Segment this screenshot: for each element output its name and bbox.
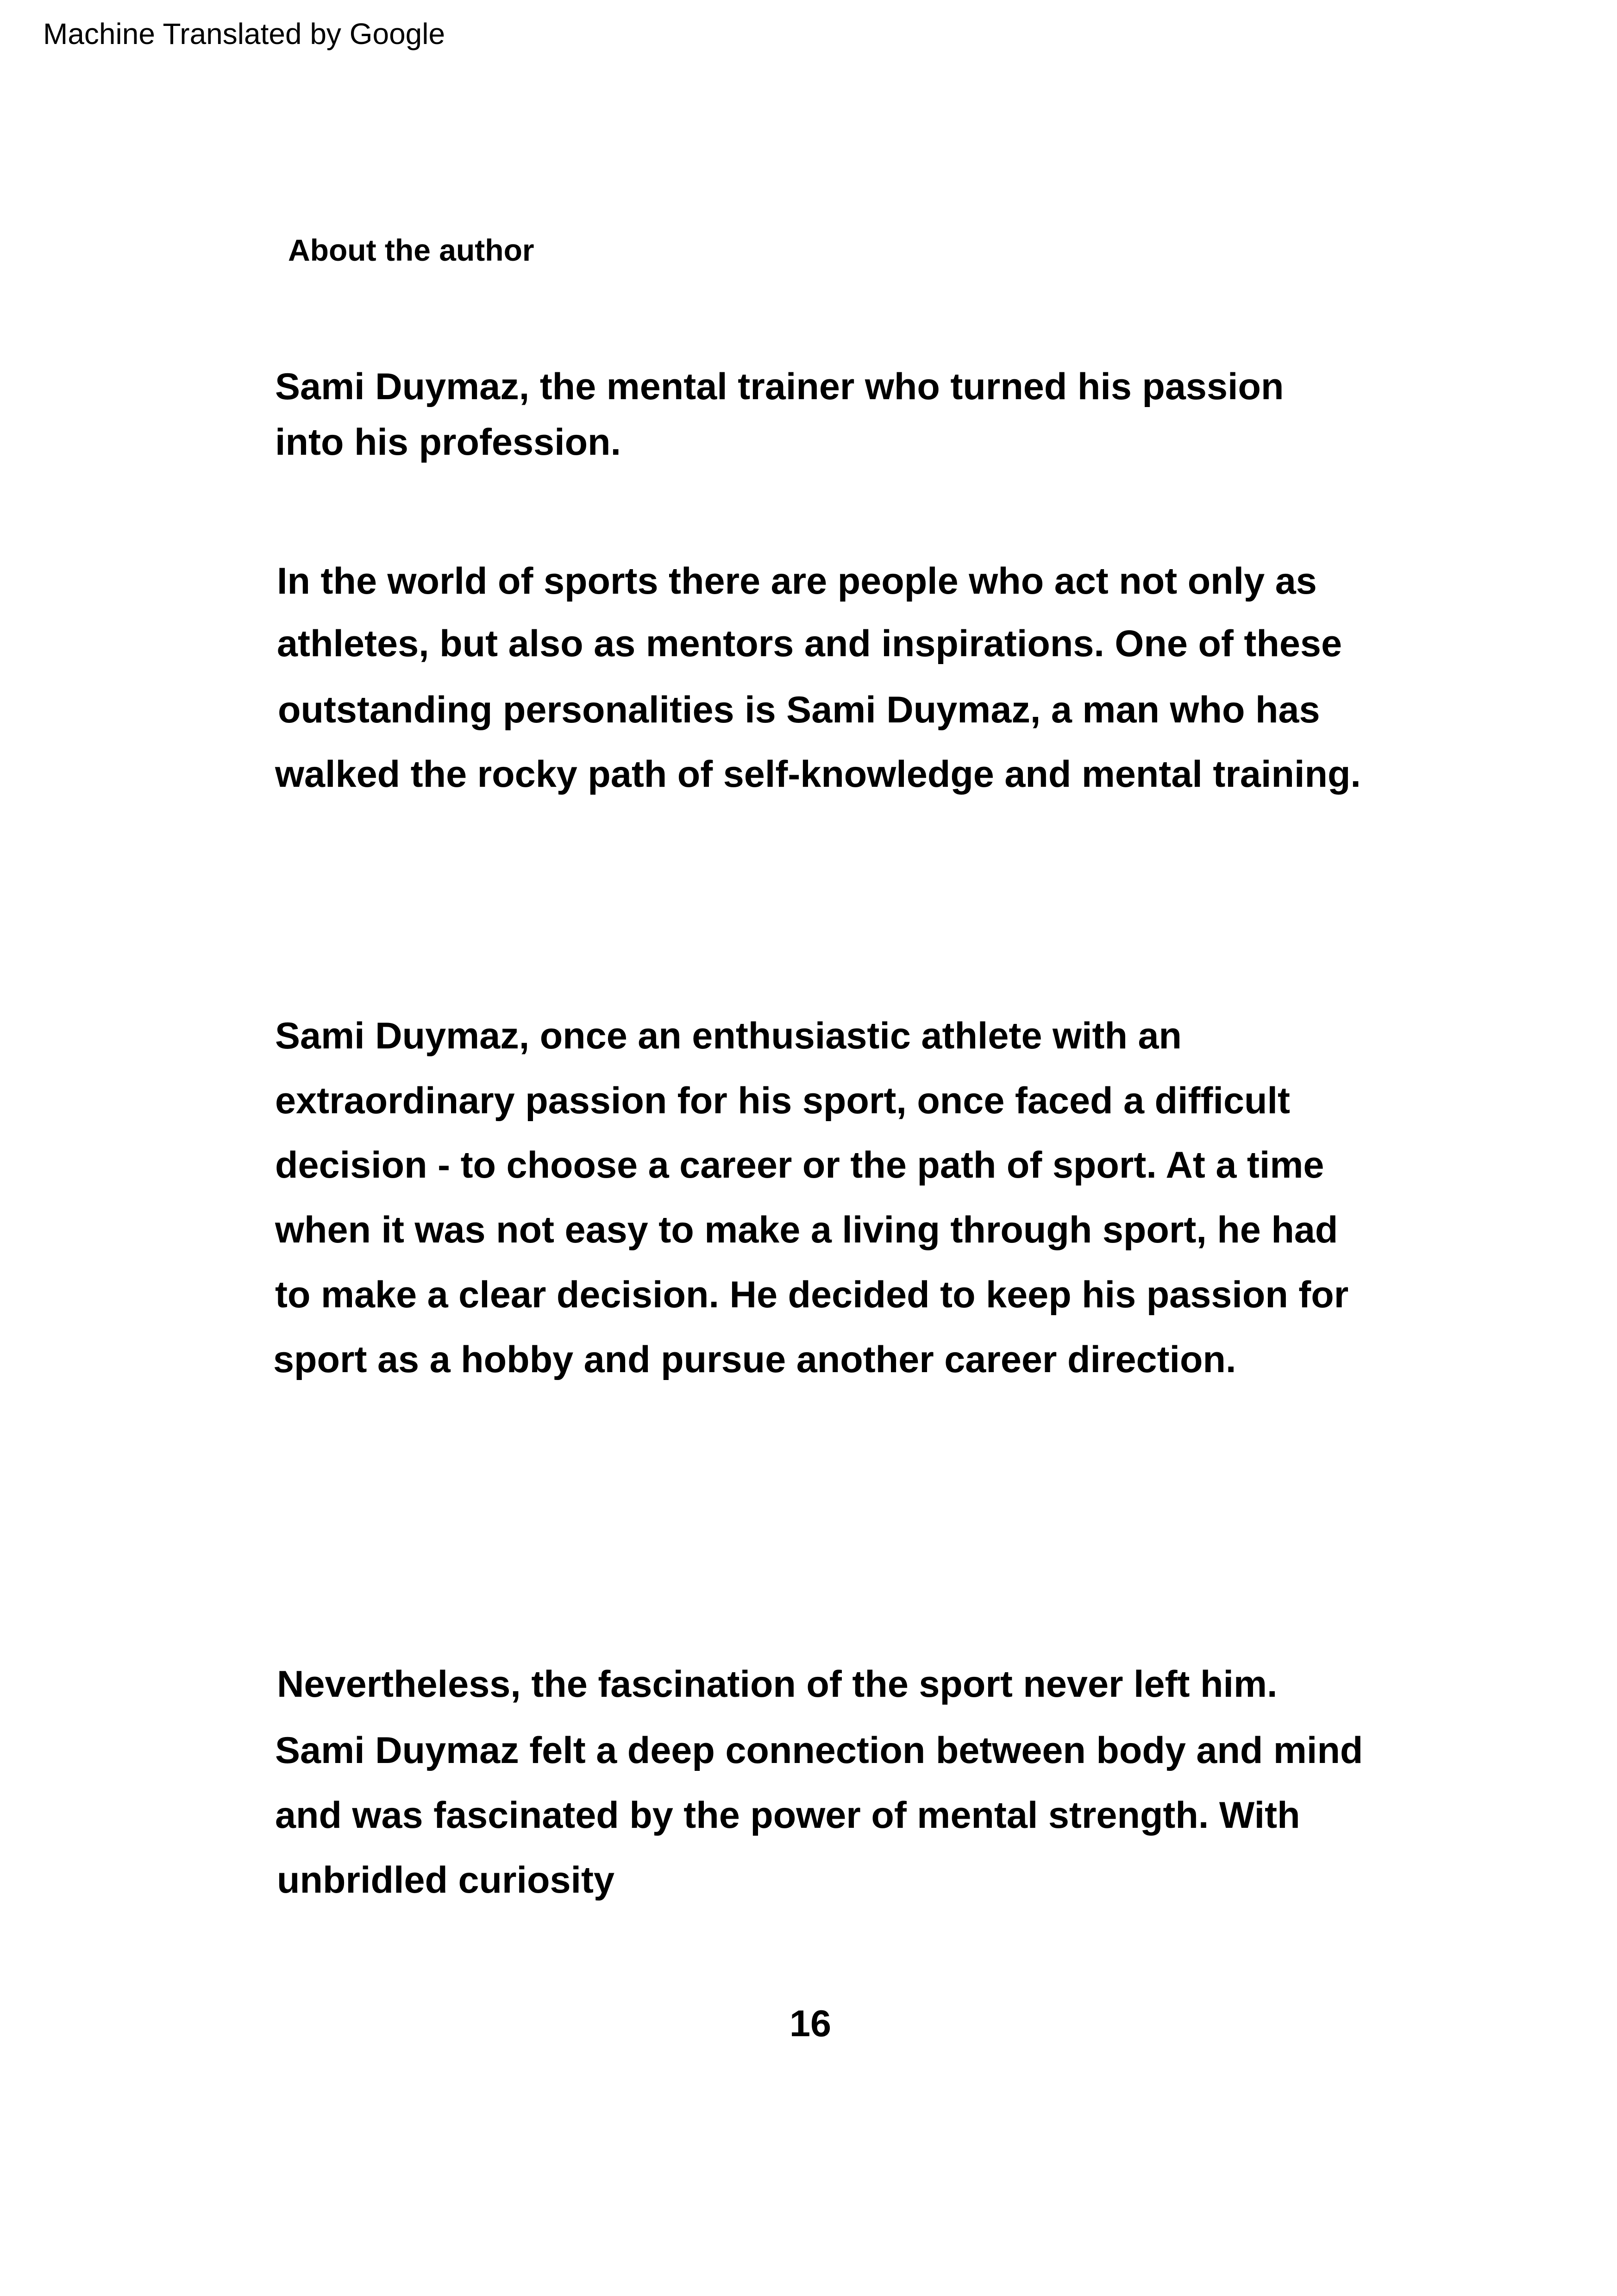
- paragraph-line: outstanding personalities is Sami Duymaz, a man who has: [278, 689, 1320, 731]
- paragraph-line: Sami Duymaz felt a deep connection between body and mind: [275, 1730, 1363, 1771]
- paragraph-line: Nevertheless, the fascination of the sport never left him.: [277, 1663, 1278, 1705]
- paragraph-line: Sami Duymaz, once an enthusiastic athlete with an: [275, 1015, 1182, 1057]
- page-number: 16: [789, 2003, 832, 2045]
- paragraph-line: to make a clear decision. He decided to keep his passion for: [275, 1274, 1349, 1316]
- paragraph-line: decision - to choose a career or the path of sport. At a time: [275, 1144, 1324, 1186]
- paragraph-line: walked the rocky path of self-knowledge and mental training.: [275, 753, 1361, 795]
- subtitle-line: into his profession.: [275, 421, 621, 463]
- section-heading: About the author: [288, 233, 534, 267]
- paragraph-line: sport as a hobby and pursue another career direction.: [273, 1339, 1236, 1380]
- paragraph-line: extraordinary passion for his sport, once faced a difficult: [275, 1080, 1290, 1122]
- machine-translation-banner: Machine Translated by Google: [43, 17, 445, 50]
- paragraph-line: when it was not easy to make a living through sport, he had: [275, 1209, 1338, 1251]
- paragraph-line: and was fascinated by the power of mental strength. With: [275, 1794, 1300, 1836]
- paragraph-line: In the world of sports there are people who act not only as: [277, 560, 1317, 602]
- subtitle-line: Sami Duymaz, the mental trainer who turned his passion: [275, 366, 1284, 408]
- paragraph-line: unbridled curiosity: [277, 1859, 615, 1901]
- paragraph-line: athletes, but also as mentors and inspirations. One of these: [277, 623, 1342, 665]
